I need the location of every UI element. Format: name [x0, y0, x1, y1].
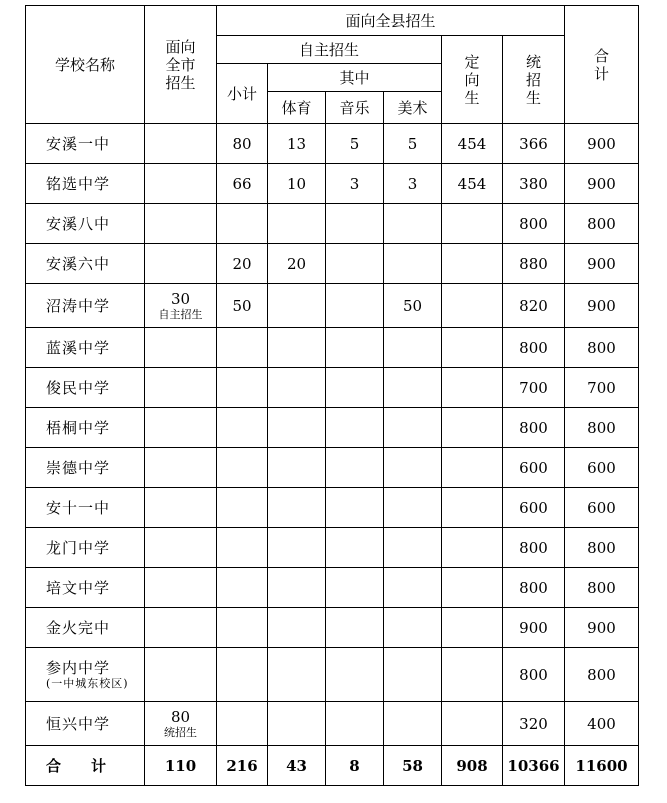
table-row — [26, 284, 639, 328]
city-wide-cell: 30 自主招生 — [145, 284, 217, 328]
subtotal-cell — [217, 528, 268, 568]
art-cell — [384, 702, 442, 746]
total-cell: 800 — [565, 528, 639, 568]
art-cell — [384, 608, 442, 648]
school-name-cell: 龙门中学 — [26, 528, 145, 568]
table-row — [26, 408, 639, 448]
total-cell: 900 — [565, 244, 639, 284]
school-name-cell: 参内中学 (一中城东校区) — [26, 648, 145, 702]
header-self-enroll: 自主招生 — [217, 36, 442, 64]
header-art: 美术 — [384, 92, 442, 124]
total-cell: 900 — [565, 284, 639, 328]
subtotal-cell — [217, 204, 268, 244]
sports-cell: 20 — [268, 244, 326, 284]
table-row — [26, 328, 639, 368]
subtotal-cell: 20 — [217, 244, 268, 284]
art-cell — [384, 204, 442, 244]
total-cell: 700 — [565, 368, 639, 408]
music-cell — [326, 648, 384, 702]
school-name-cell: 安溪八中 — [26, 204, 145, 244]
table-row — [26, 608, 639, 648]
unified-cell: 380 — [503, 164, 565, 204]
unified-cell: 800 — [503, 408, 565, 448]
school-name-cell: 沼涛中学 — [26, 284, 145, 328]
school-name-cell: 安十一中 — [26, 488, 145, 528]
header-directed: 定 向 生 — [442, 36, 503, 124]
music-cell — [326, 488, 384, 528]
totals-unified-cell: 10366 — [503, 746, 565, 786]
sports-cell — [268, 328, 326, 368]
city-wide-cell — [145, 328, 217, 368]
city-wide-note: 自主招生 — [158, 307, 203, 321]
sports-cell — [268, 204, 326, 244]
sports-cell: 13 — [268, 124, 326, 164]
total-cell: 800 — [565, 568, 639, 608]
music-cell — [326, 608, 384, 648]
art-cell: 5 — [384, 124, 442, 164]
music-cell — [326, 284, 384, 328]
school-name-cell: 金火完中 — [26, 608, 145, 648]
sports-cell — [268, 568, 326, 608]
art-cell — [384, 448, 442, 488]
art-cell — [384, 528, 442, 568]
city-wide-cell — [145, 488, 217, 528]
sports-cell — [268, 284, 326, 328]
directed-cell — [442, 648, 503, 702]
header-sports: 体育 — [268, 92, 326, 124]
subtotal-cell — [217, 488, 268, 528]
school-name-cell: 恒兴中学 — [26, 702, 145, 746]
table-row — [26, 702, 639, 746]
school-name-cell: 安溪一中 — [26, 124, 145, 164]
city-wide-cell — [145, 568, 217, 608]
music-cell — [326, 702, 384, 746]
header-among: 其中 — [268, 64, 442, 92]
unified-cell: 320 — [503, 702, 565, 746]
unified-cell: 600 — [503, 488, 565, 528]
subtotal-cell: 50 — [217, 284, 268, 328]
art-cell — [384, 568, 442, 608]
sports-cell — [268, 488, 326, 528]
unified-cell: 600 — [503, 448, 565, 488]
music-cell — [326, 368, 384, 408]
totals-directed-cell: 908 — [442, 746, 503, 786]
unified-cell: 800 — [503, 648, 565, 702]
city-wide-cell — [145, 528, 217, 568]
music-cell — [326, 244, 384, 284]
city-wide-cell — [145, 448, 217, 488]
total-cell: 800 — [565, 328, 639, 368]
directed-cell — [442, 408, 503, 448]
unified-cell: 700 — [503, 368, 565, 408]
school-name-cell: 崇德中学 — [26, 448, 145, 488]
art-cell — [384, 648, 442, 702]
table-row — [26, 368, 639, 408]
totals-city-cell: 110 — [145, 746, 217, 786]
header-unified: 统 招 生 — [503, 36, 565, 124]
directed-cell — [442, 608, 503, 648]
header-school-name: 学校名称 — [26, 6, 145, 124]
unified-cell: 820 — [503, 284, 565, 328]
school-name-cell: 梧桐中学 — [26, 408, 145, 448]
sports-cell — [268, 608, 326, 648]
sports-cell — [268, 368, 326, 408]
art-cell — [384, 408, 442, 448]
city-wide-note: 统招生 — [164, 725, 197, 739]
totals-total-cell: 11600 — [565, 746, 639, 786]
header-subtotal: 小计 — [217, 64, 268, 124]
header-city-wide: 面向 全市 招生 — [145, 6, 217, 124]
unified-cell: 800 — [503, 204, 565, 244]
directed-cell — [442, 702, 503, 746]
total-cell: 900 — [565, 608, 639, 648]
unified-cell: 880 — [503, 244, 565, 284]
sports-cell — [268, 648, 326, 702]
subtotal-cell — [217, 408, 268, 448]
total-cell: 900 — [565, 164, 639, 204]
sports-cell — [268, 702, 326, 746]
art-cell — [384, 368, 442, 408]
directed-cell — [442, 568, 503, 608]
art-cell: 3 — [384, 164, 442, 204]
school-name-cell: 培文中学 — [26, 568, 145, 608]
table-row — [26, 244, 639, 284]
header-row-1 — [26, 6, 639, 36]
subtotal-cell: 66 — [217, 164, 268, 204]
directed-cell — [442, 528, 503, 568]
city-wide-cell — [145, 368, 217, 408]
music-cell: 3 — [326, 164, 384, 204]
city-wide-cell — [145, 164, 217, 204]
art-cell — [384, 244, 442, 284]
totals-row — [26, 746, 639, 786]
city-wide-cell — [145, 244, 217, 284]
table-row — [26, 528, 639, 568]
total-cell: 400 — [565, 702, 639, 746]
table-row — [26, 204, 639, 244]
table-row — [26, 648, 639, 702]
art-cell: 50 — [384, 284, 442, 328]
music-cell — [326, 328, 384, 368]
unified-cell: 900 — [503, 608, 565, 648]
directed-cell: 454 — [442, 124, 503, 164]
totals-label: 合 计 — [26, 746, 145, 786]
table-row — [26, 568, 639, 608]
table-row — [26, 488, 639, 528]
directed-cell — [442, 244, 503, 284]
city-wide-cell: 80 统招生 — [145, 702, 217, 746]
school-name-note: (一中城东校区) — [46, 676, 129, 690]
sports-cell — [268, 528, 326, 568]
directed-cell — [442, 284, 503, 328]
total-cell: 900 — [565, 124, 639, 164]
directed-cell — [442, 488, 503, 528]
music-cell — [326, 528, 384, 568]
total-cell: 600 — [565, 488, 639, 528]
unified-cell: 800 — [503, 328, 565, 368]
directed-cell — [442, 368, 503, 408]
sports-cell — [268, 448, 326, 488]
header-total: 合 计 — [565, 6, 639, 124]
total-cell: 800 — [565, 648, 639, 702]
subtotal-cell — [217, 328, 268, 368]
directed-cell: 454 — [442, 164, 503, 204]
total-cell: 800 — [565, 408, 639, 448]
total-cell: 600 — [565, 448, 639, 488]
sports-cell — [268, 408, 326, 448]
art-cell — [384, 328, 442, 368]
directed-cell — [442, 448, 503, 488]
subtotal-cell — [217, 368, 268, 408]
enrollment-table — [25, 5, 639, 786]
school-name-cell: 蓝溪中学 — [26, 328, 145, 368]
city-wide-cell — [145, 648, 217, 702]
sports-cell: 10 — [268, 164, 326, 204]
subtotal-cell: 80 — [217, 124, 268, 164]
header-music: 音乐 — [326, 92, 384, 124]
totals-art-cell: 58 — [384, 746, 442, 786]
music-cell — [326, 408, 384, 448]
unified-cell: 800 — [503, 568, 565, 608]
school-name-cell: 铭选中学 — [26, 164, 145, 204]
music-cell: 5 — [326, 124, 384, 164]
city-wide-cell — [145, 608, 217, 648]
unified-cell: 366 — [503, 124, 565, 164]
subtotal-cell — [217, 702, 268, 746]
school-name-cell: 安溪六中 — [26, 244, 145, 284]
table-row — [26, 448, 639, 488]
header-county-wide: 面向全县招生 — [217, 6, 565, 36]
subtotal-cell — [217, 648, 268, 702]
table-row — [26, 124, 639, 164]
school-name-cell: 俊民中学 — [26, 368, 145, 408]
city-wide-cell — [145, 204, 217, 244]
music-cell — [326, 204, 384, 244]
total-cell: 800 — [565, 204, 639, 244]
directed-cell — [442, 204, 503, 244]
music-cell — [326, 568, 384, 608]
art-cell — [384, 488, 442, 528]
table-row — [26, 164, 639, 204]
totals-sports-cell: 43 — [268, 746, 326, 786]
city-wide-cell — [145, 408, 217, 448]
subtotal-cell — [217, 568, 268, 608]
city-wide-cell — [145, 124, 217, 164]
totals-subtotal-cell: 216 — [217, 746, 268, 786]
subtotal-cell — [217, 608, 268, 648]
totals-music-cell: 8 — [326, 746, 384, 786]
unified-cell: 800 — [503, 528, 565, 568]
music-cell — [326, 448, 384, 488]
directed-cell — [442, 328, 503, 368]
subtotal-cell — [217, 448, 268, 488]
